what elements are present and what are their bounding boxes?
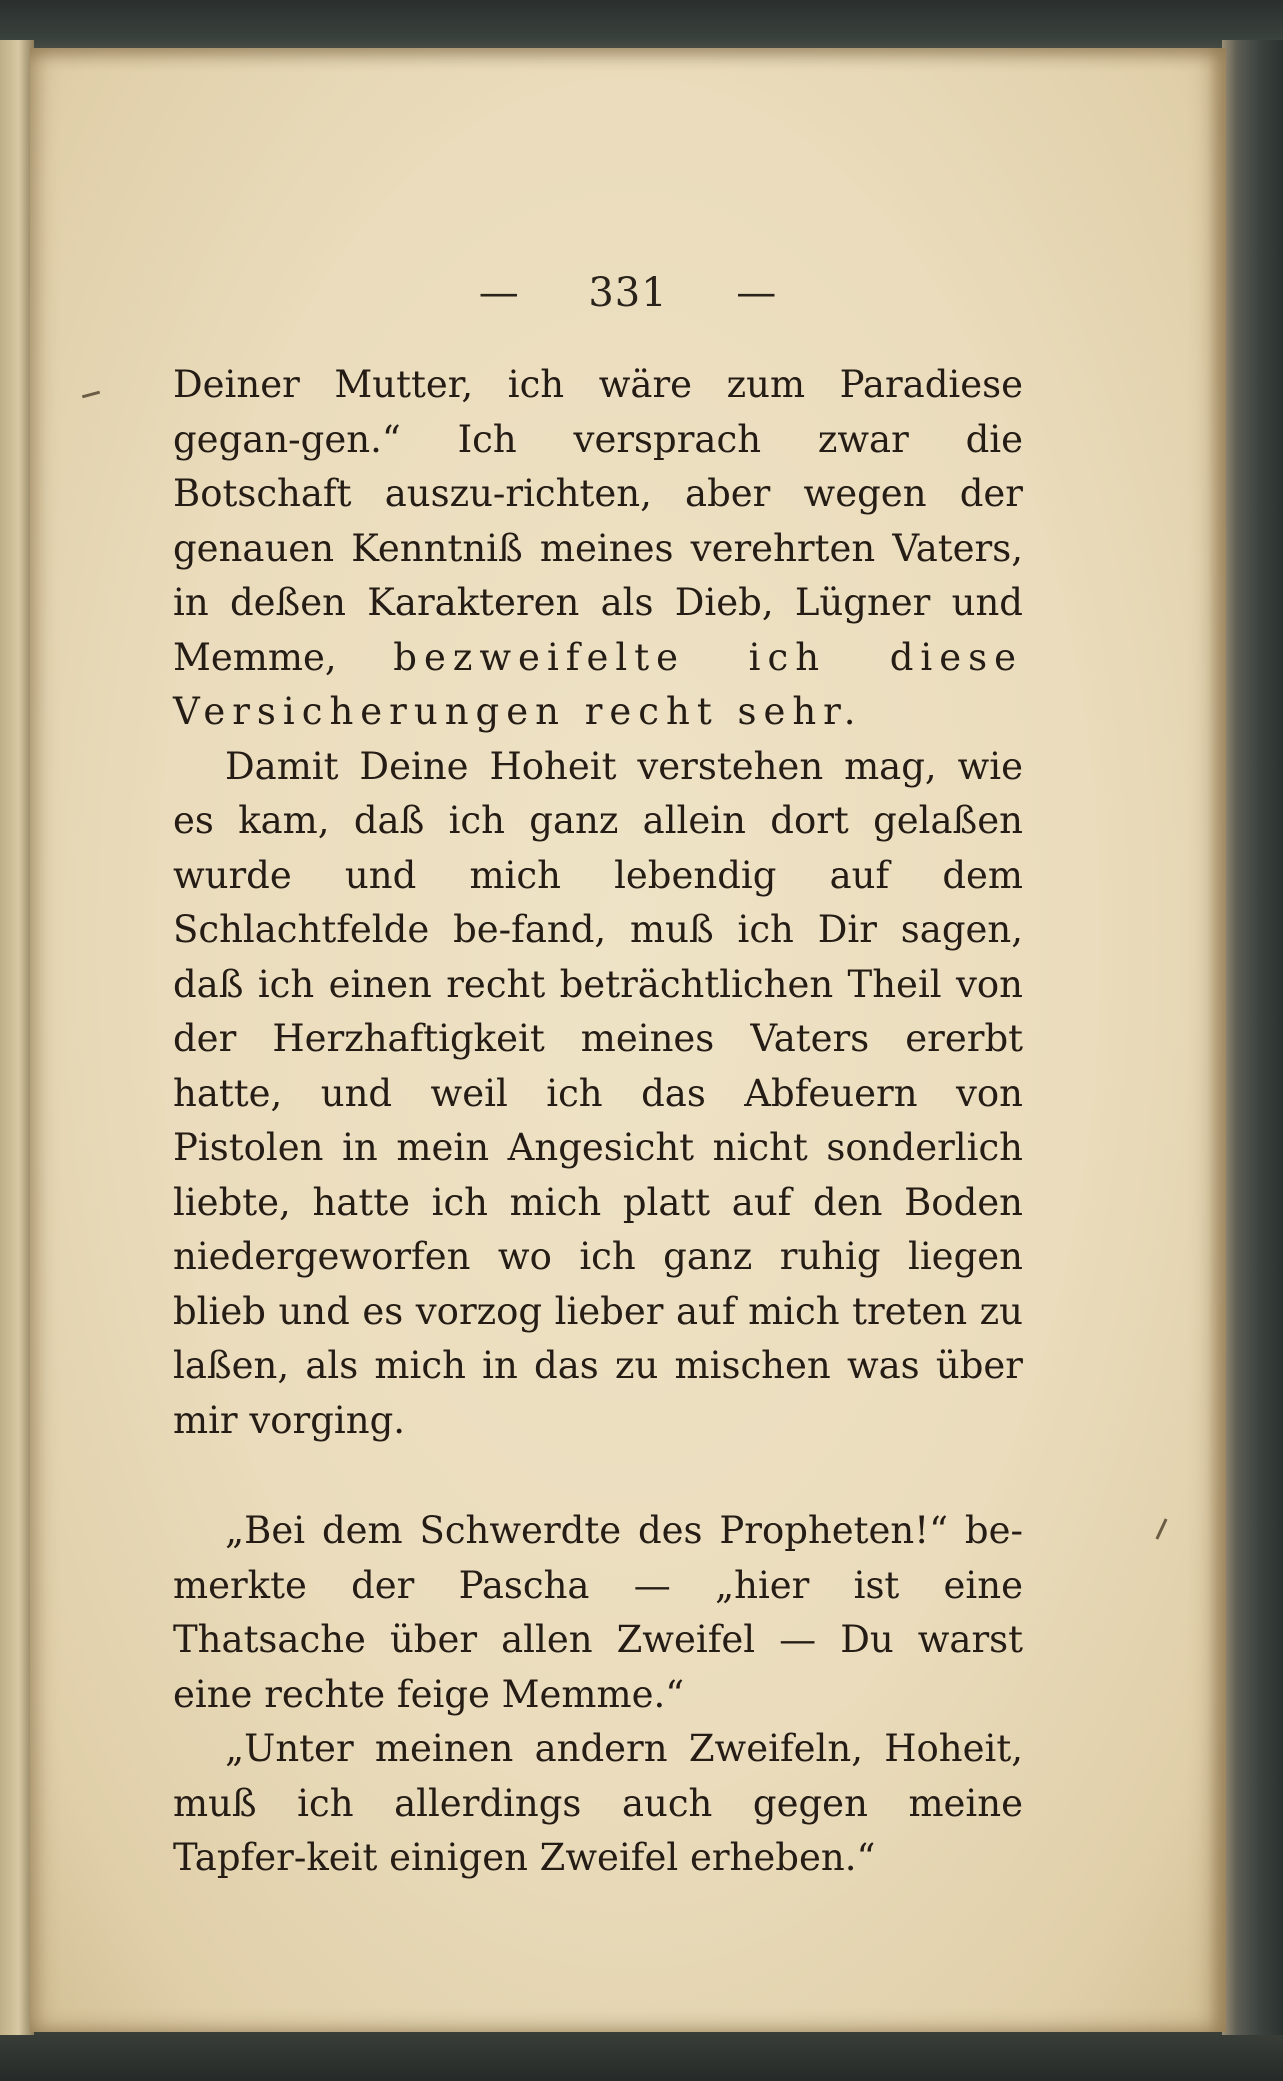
paragraph-1 <box>173 358 1023 740</box>
header-dash-left: — <box>478 270 520 316</box>
margin-mark-right <box>1155 1518 1167 1539</box>
paragraph-3: „Bei dem Schwerdte des Propheten!“ be-merkte der Pascha — „hier ist eine Thatsache über allen Zweifel — Du warst eine rechte feige Memme.“ <box>173 1509 1023 1716</box>
page-header <box>30 270 1226 316</box>
book-cover-edge <box>1222 40 1283 2035</box>
page-shadow <box>1208 48 1226 2032</box>
page-body <box>173 358 1023 1886</box>
book-binding-bottom <box>0 2030 1283 2081</box>
header-dash-right: — <box>736 270 778 316</box>
paragraph-1-spaced-text: bezweifelte ich diese Versicherungen recht sehr. <box>173 635 1024 733</box>
book-page <box>30 48 1226 2032</box>
paragraph-1-text: Deiner Mutter, ich wäre zum Paradiese gegan-gen.“ Ich versprach zwar die Botschaft auszu-richten, aber wegen der genauen Kenntniß meines verehrten Vaters, in deßen Karakteren als Dieb, Lügner und Memme, <box>173 363 1023 679</box>
paragraph-4: „Unter meinen andern Zweifeln, Hoheit, muß ich allerdings auch gegen meine Tapfer-keit einigen Zweifel erheben.“ <box>173 1727 1023 1879</box>
margin-mark-left <box>82 391 100 399</box>
previous-page-edge <box>0 40 34 2035</box>
page-number: 331 <box>588 270 668 316</box>
book-binding-top <box>0 0 1283 52</box>
paragraph-2: Damit Deine Hoheit verstehen mag, wie es kam, daß ich ganz allein dort gelaßen wurde und mich lebendig auf dem Schlachtfelde be-fand, muß ich Dir sagen, daß ich einen recht beträchtlichen Theil von der Herzhaftigkeit meines Vaters ererbt hatte, und weil ich das Abfeuern von Pistolen in mein Angesicht nicht sonderlich liebte, hatte ich mich platt auf den Boden niedergeworfen wo ich ganz ruhig liegen blieb und es vorzog lieber auf mich treten zu laßen, als mich in das zu mischen was über mir vorging. <box>173 744 1023 1442</box>
